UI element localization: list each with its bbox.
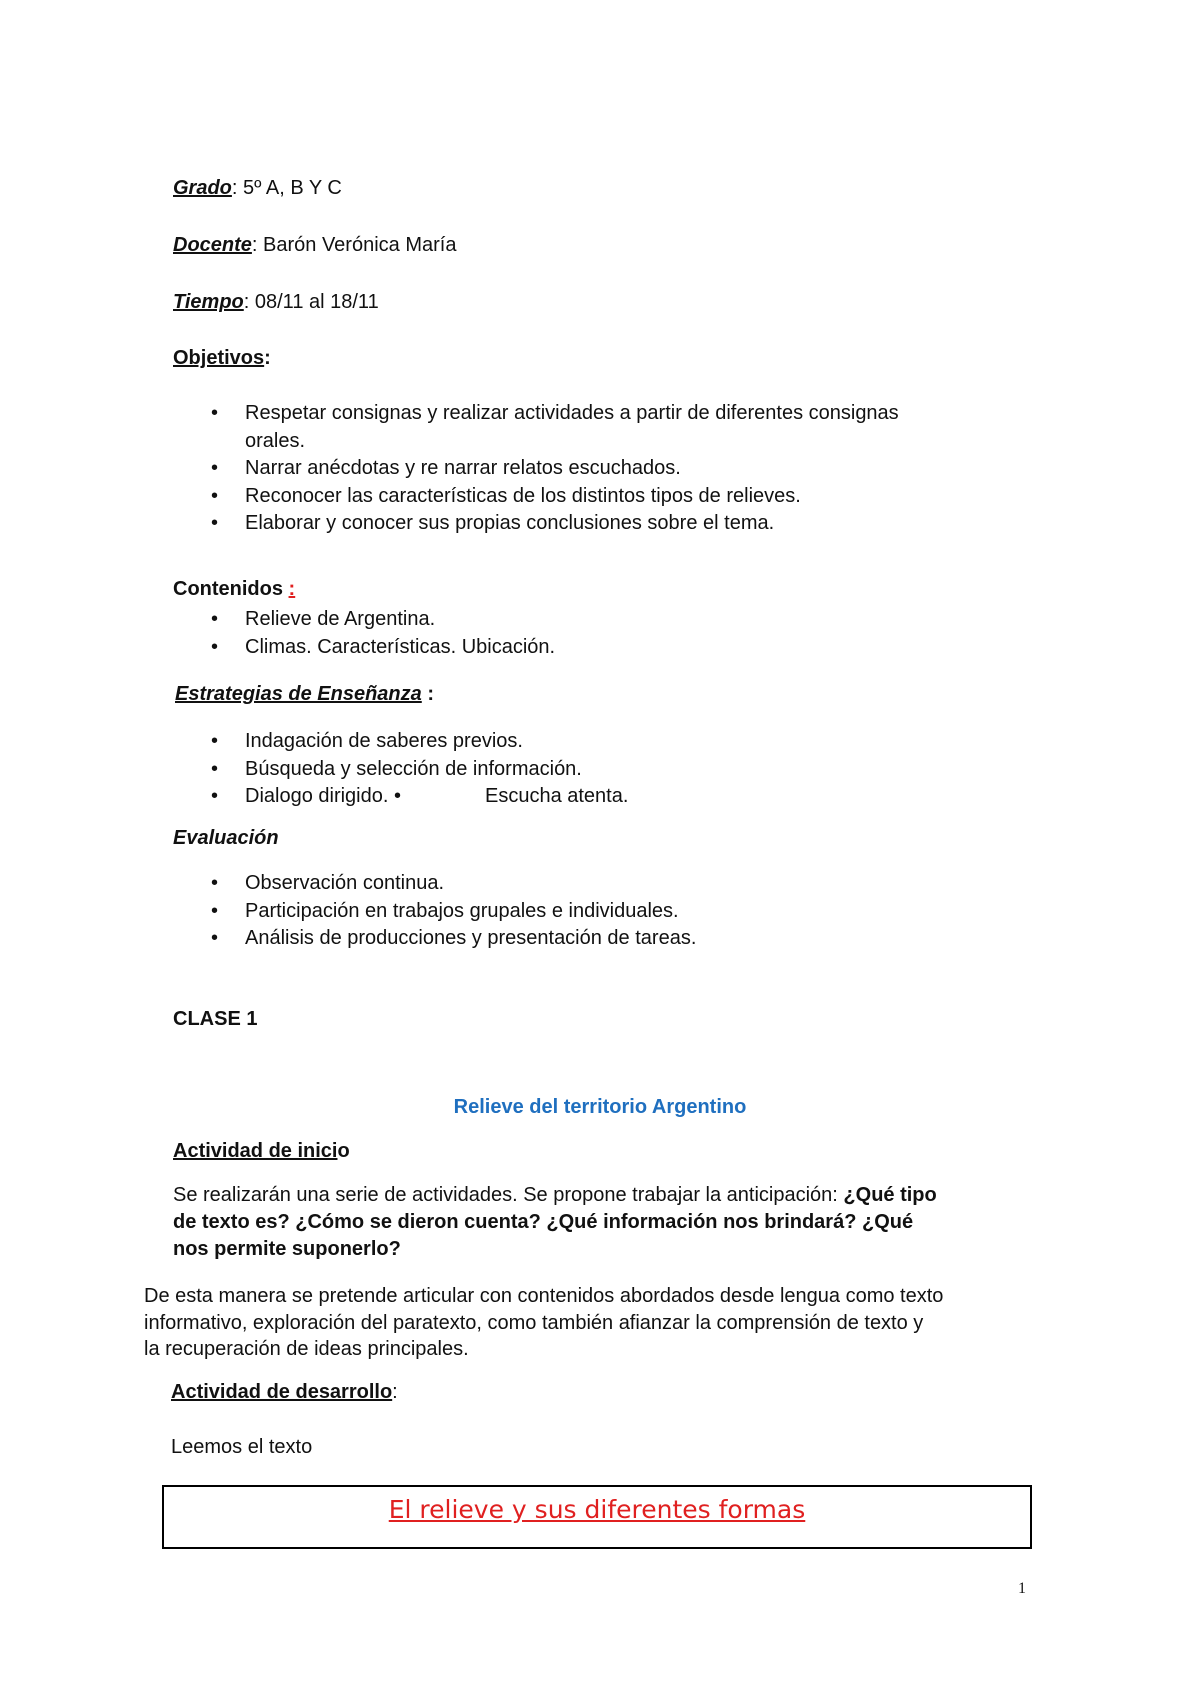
page-number: 1 <box>1018 1580 1026 1597</box>
estrategias-list <box>173 728 628 811</box>
tiempo-value: : 08/11 al 18/11 <box>243 291 379 313</box>
box-title: El relieve y sus diferentes formas <box>388 1495 806 1524</box>
grado-line <box>173 176 342 200</box>
list-item: • Respetar consignas y realizar actividades a partir de diferentes consignas <box>173 400 899 428</box>
list-item: • Observación continua. <box>173 870 696 898</box>
list-item: • Elaborar y conocer sus propias conclusiones sobre el tema. <box>173 510 899 538</box>
title-box <box>162 1485 1032 1549</box>
objetivos-heading: Objetivos: <box>173 347 271 369</box>
contenidos-heading: Contenidos : <box>173 578 296 600</box>
list-item: • Participación en trabajos grupales e individuales. <box>173 898 696 926</box>
estrategias-heading: Estrategias de Enseñanza : <box>175 683 434 705</box>
actividad-desarrollo-heading: Actividad de desarrollo: <box>171 1381 398 1403</box>
evaluacion-list <box>173 870 696 953</box>
grado-value: : 5º A, B Y C <box>231 177 342 199</box>
grado-label: Grado <box>173 177 232 199</box>
clase-title: CLASE 1 <box>173 1008 258 1030</box>
docente-value: : Barón Verónica María <box>251 234 457 256</box>
actividad-inicio-heading: Actividad de inicio <box>173 1140 350 1162</box>
evaluacion-heading: Evaluación <box>173 827 279 849</box>
paragraph-line: la recuperación de ideas principales. <box>144 1338 469 1360</box>
clase-subtitle: Relieve del territorio Argentino <box>453 1096 747 1118</box>
tiempo-line <box>173 290 379 314</box>
list-item-continuation: orales. <box>245 429 306 452</box>
list-item: • Relieve de Argentina. <box>173 606 555 634</box>
inicio-line-3: nos permite suponerlo? <box>173 1238 401 1260</box>
paragraph-line: De esta manera se pretende articular con contenidos abordados desde lengua como texto <box>144 1285 944 1307</box>
contenidos-list <box>173 606 555 661</box>
paragraph-line: informativo, exploración del paratexto, como también afianzar la comprensión de texto y <box>144 1312 924 1334</box>
list-item: • Narrar anécdotas y re narrar relatos escuchados. <box>173 455 899 483</box>
objetivos-list <box>173 400 899 538</box>
list-item: • Búsqueda y selección de información. <box>173 756 628 784</box>
list-item: • Dialogo dirigido. • Escucha atenta. <box>173 783 628 811</box>
docente-line <box>173 233 456 257</box>
list-item: • Indagación de saberes previos. <box>173 728 628 756</box>
tiempo-label: Tiempo <box>173 291 244 313</box>
list-item: • Análisis de producciones y presentación de tareas. <box>173 925 696 953</box>
list-item: • Climas. Características. Ubicación. <box>173 634 555 662</box>
inicio-line-1: Se realizarán una serie de actividades. Se propone trabajar la anticipación: ¿Qué tipo <box>173 1184 937 1206</box>
inicio-line-2: de texto es? ¿Cómo se dieron cuenta? ¿Qué información nos brindará? ¿Qué <box>173 1211 914 1233</box>
list-item: • Reconocer las características de los distintos tipos de relieves. <box>173 483 899 511</box>
leemos-text: Leemos el texto <box>171 1436 313 1458</box>
docente-label: Docente <box>173 234 252 256</box>
